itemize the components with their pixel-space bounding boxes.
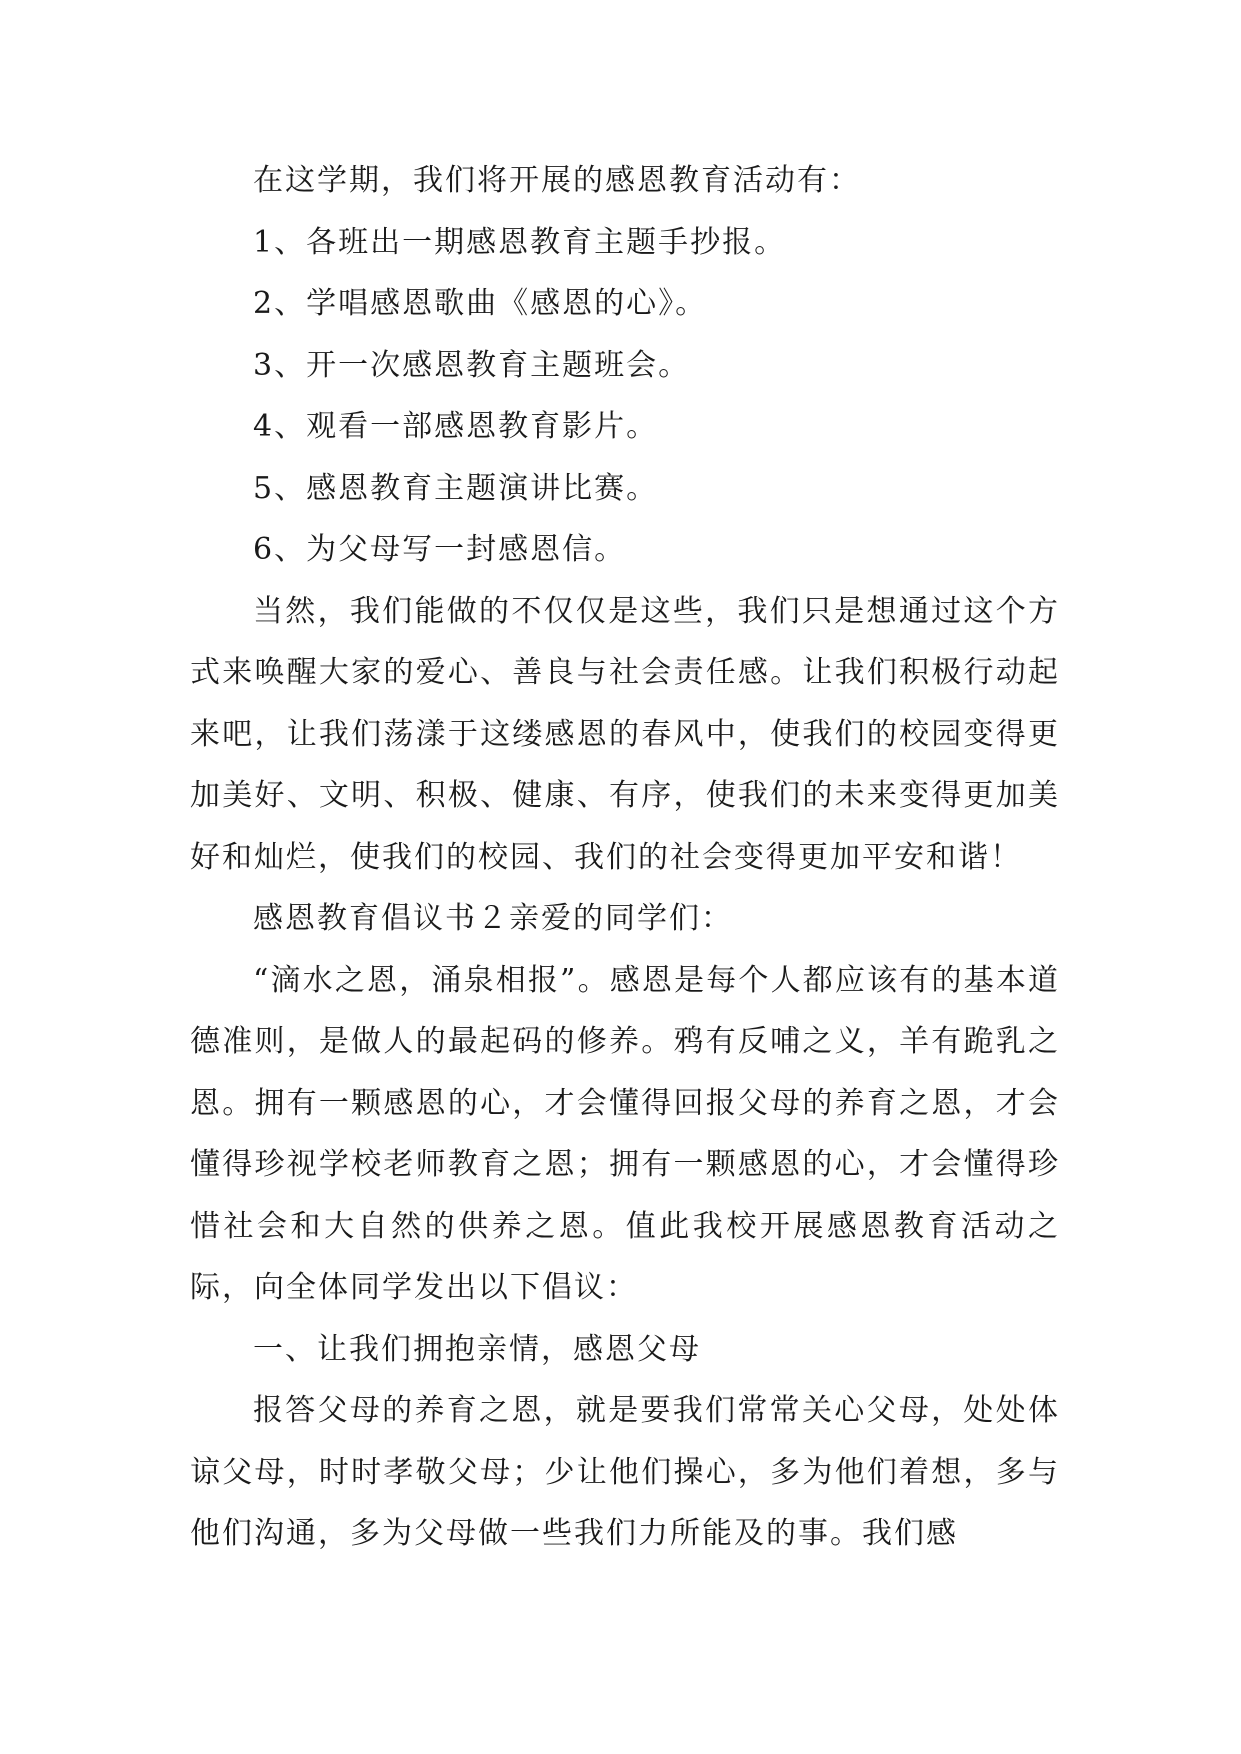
section-heading-proposal-2: 感恩教育倡议书２亲爱的同学们： xyxy=(253,901,733,936)
list-item-2: 2、学唱感恩歌曲《感恩的心》。 xyxy=(253,286,708,321)
list-item-6: 6、为父母写一封感恩信。 xyxy=(253,532,627,567)
list-item-3: 3、开一次感恩教育主题班会。 xyxy=(253,347,691,383)
list-item-1: 1、各班出一期感恩教育主题手抄报。 xyxy=(253,224,787,260)
paragraph-gratitude: “滴水之恩，涌泉相报”。感恩是每个人都应该有的基本道德准则，是做人的最起码的修养。鸦有反哺之义，羊有跪乳之恩。拥有一颗感恩的心，才会懂得回报父母的养育之恩，才会懂得珍视学校老师教育之恩；拥有一颗感恩的心，才会懂得珍惜社会和大自然的供养之恩。值此我校开展感恩教育活动之际，向全体同学发出以下倡议： xyxy=(190,962,1060,1305)
paragraph-parents: 报答父母的养育之恩，就是要我们常常关心父母，处处体谅父母，时时孝敬父母；少让他们操心，多为他们着想，多与他们沟通，多为父母做一些我们力所能及的事。我们感 xyxy=(190,1393,1060,1551)
document-body xyxy=(190,150,1060,1565)
list-item-5: 5、感恩教育主题演讲比赛。 xyxy=(253,470,659,506)
list-item-4: 4、观看一部感恩教育影片。 xyxy=(253,409,659,444)
paragraph-intro: 在这学期，我们将开展的感恩教育活动有： xyxy=(253,163,861,198)
paragraph-conclusion: 当然，我们能做的不仅仅是这些，我们只是想通过这个方式来唤醒大家的爱心、善良与社会责任感。让我们积极行动起来吧，让我们荡漾于这缕感恩的春风中，使我们的校园变得更加美好、文明、积极、健康、有序，使我们的未来变得更加美好和灿烂，使我们的校园、我们的社会变得更加平安和谐！ xyxy=(190,593,1060,875)
subheading-parents: 一、让我们拥抱亲情，感恩父母 xyxy=(253,1331,701,1367)
